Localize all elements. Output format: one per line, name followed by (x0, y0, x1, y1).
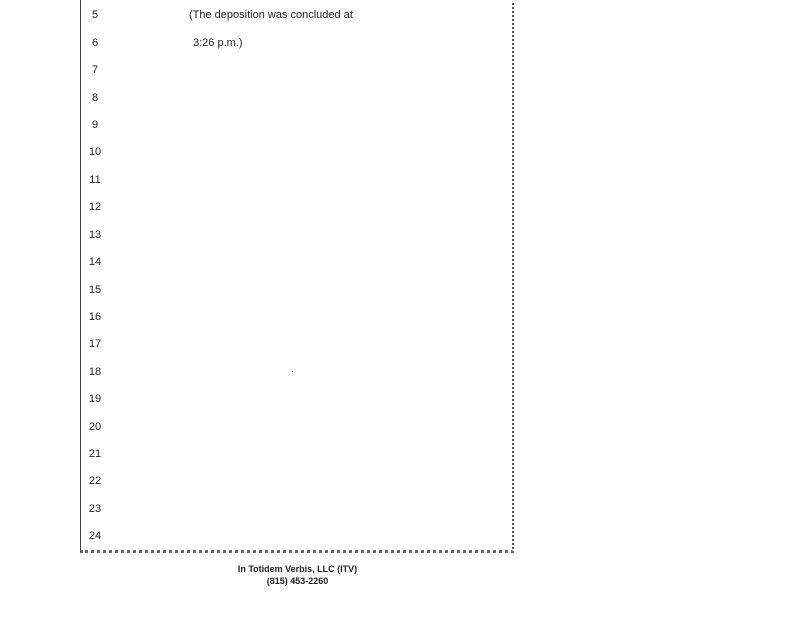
line-number: 5 (91, 9, 99, 21)
transcript-page-frame (80, 0, 514, 553)
line-number: 8 (91, 92, 99, 104)
footer-phone: (815) 453-2260 (266, 576, 329, 586)
transcript-line-text: (The deposition was concluded at (189, 9, 353, 21)
line-number: 9 (91, 119, 99, 131)
line-number: 22 (88, 475, 102, 487)
line-number: 12 (88, 201, 102, 213)
line-number: 11 (89, 174, 101, 186)
line-number: 16 (88, 311, 102, 323)
footer-company: In Totidem Verbis, LLC (ITV) (237, 564, 358, 574)
scan-speck (292, 371, 293, 372)
line-number: 10 (88, 146, 102, 158)
line-number: 6 (91, 37, 99, 49)
line-number: 24 (88, 530, 102, 542)
line-number: 19 (88, 393, 102, 405)
line-number: 21 (88, 448, 102, 460)
line-number: 20 (88, 421, 102, 433)
line-number: 13 (88, 229, 102, 241)
line-number: 17 (88, 338, 102, 350)
line-number: 15 (88, 284, 102, 296)
line-number: 7 (91, 64, 99, 76)
transcript-line-text: 3:26 p.m.) (193, 37, 243, 49)
line-number: 18 (88, 366, 102, 378)
line-number: 23 (88, 503, 102, 515)
line-number: 14 (88, 256, 102, 268)
